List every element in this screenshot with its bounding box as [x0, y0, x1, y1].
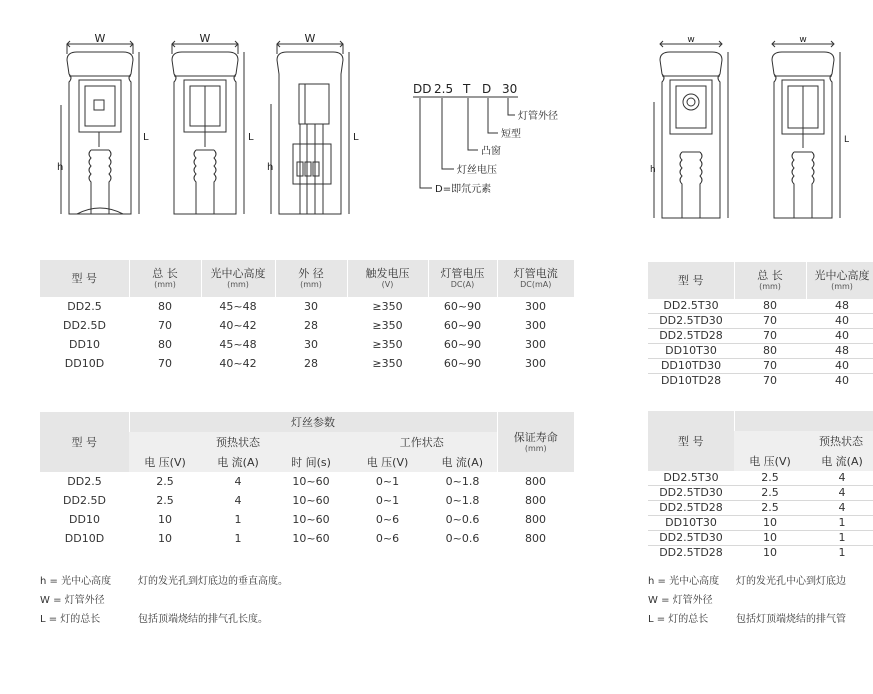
- height-dimension-label: h: [57, 162, 64, 173]
- table-row: DD2.5TD30 10 1: [648, 531, 873, 546]
- header-life: 保证寿命 (mm): [497, 412, 574, 472]
- lamp-drawing-4: [648, 32, 733, 232]
- code-label-voltage: 灯丝电压: [457, 165, 497, 176]
- code-label-deuterium: D=即氘元素: [435, 184, 492, 195]
- lamp-drawing-3: [265, 32, 360, 232]
- filament-table: [40, 412, 574, 548]
- table-row: DD10T30 10 1: [648, 516, 873, 531]
- code-part-voltage: 2.5: [434, 82, 454, 96]
- right-specs-table: [648, 262, 873, 388]
- header-preheat-voltage: 电 压(V): [129, 452, 201, 472]
- header-preheat-voltage: 电 压(V): [734, 451, 806, 471]
- header-preheat-current: 电 流(A): [201, 452, 275, 472]
- table-row: DD2.5TD28 70 40: [648, 329, 873, 344]
- table-row: DD2.5D 70 40~42 28 ≥350 60~90 300: [63, 319, 546, 332]
- height-dimension-label: h: [267, 162, 274, 173]
- header-model: 型 号: [648, 411, 734, 471]
- header-tube-voltage: 灯管电压 DC(A): [428, 260, 497, 297]
- table-row: DD2.5TD28 10 1: [648, 546, 873, 561]
- table-row: DD2.5TD30 2.5 4: [648, 486, 873, 501]
- code-part-short: D: [482, 82, 492, 96]
- table-row: DD2.5TD30 70 40: [648, 314, 873, 329]
- header-preheat-current: 电 流(A): [806, 451, 873, 471]
- right-filament-table-clip: [648, 411, 873, 571]
- width-dimension-label: w: [799, 35, 807, 45]
- table-row: DD2.5T30 2.5 4: [663, 471, 846, 484]
- header-center-height: 光中心高度 (mm): [201, 260, 275, 297]
- code-label-diameter: 灯管外径: [518, 111, 558, 122]
- header-length: 总 长 (mm): [129, 260, 201, 297]
- legend-item-l: L = 灯的总长 包括顶端烧结的排气孔长度。: [40, 614, 268, 625]
- width-dimension-label: W: [199, 32, 211, 45]
- table-row: DD10 80 45~48 30 ≥350 60~90 300: [69, 338, 546, 351]
- header-model: 型 号: [40, 412, 129, 472]
- length-dimension-label: L: [844, 135, 850, 145]
- table-row: DD10T30 80 48: [648, 344, 873, 359]
- code-label-short: 短型: [501, 129, 521, 140]
- table-row: DD2.5 80 45~48 30 ≥350 60~90 300: [67, 300, 546, 313]
- legend: [40, 572, 288, 629]
- lamp-drawing-5: [760, 32, 855, 232]
- header-tube-current: 灯管电流 DC(mA): [497, 260, 574, 297]
- header-center-height: 光中心高度 (mm): [806, 262, 873, 299]
- table-row: DD10 10 1 10~60 0~6 0~0.6 800: [69, 513, 546, 526]
- width-dimension-label: W: [94, 32, 106, 45]
- header-model: 型 号: [40, 260, 129, 297]
- right-specs-table-clip: [648, 262, 873, 402]
- width-dimension-label: w: [687, 35, 695, 45]
- code-part-diameter: 30: [502, 82, 518, 96]
- code-part-dd: DD: [413, 82, 432, 96]
- right-legend-clip: [648, 572, 873, 634]
- legend-item-h: h = 光中心高度 灯的发光孔中心到灯底边: [648, 576, 846, 587]
- legend-item-w: W = 灯管外径: [648, 595, 713, 606]
- code-part-window: T: [463, 82, 471, 96]
- header-model: 型 号: [648, 262, 734, 299]
- table-row: DD10D 70 40~42 28 ≥350 60~90 300: [64, 357, 546, 370]
- header-work-voltage: 电 压(V): [347, 452, 428, 472]
- table-row: DD10TD28 70 40: [648, 374, 873, 389]
- specs-table: [40, 260, 574, 373]
- lamp-drawing-2: [160, 32, 254, 232]
- table-row: DD10D 10 1 10~60 0~6 0~0.6 800: [64, 532, 546, 545]
- table-row: DD2.5T30 80 48: [663, 299, 849, 312]
- header-filament-params: 灯丝参数: [129, 412, 497, 432]
- legend-item-w: W = 灯管外径: [40, 595, 105, 606]
- width-dimension-label: W: [304, 32, 316, 45]
- header-trigger-voltage: 触发电压 (V): [347, 260, 428, 297]
- length-dimension-label: L: [248, 132, 254, 143]
- legend-item-h: h = 光中心高度 灯的发光孔到灯底边的垂直高度。: [40, 576, 288, 587]
- header-length: 总 长 (mm): [734, 262, 806, 299]
- table-row: DD2.5 2.5 4 10~60 0~1 0~1.8 800: [67, 475, 546, 488]
- right-filament-table: [648, 411, 873, 560]
- header-preheat: 预热状态: [734, 431, 873, 451]
- header-working: 工作状态: [347, 432, 497, 452]
- table-row: DD10TD30 70 40: [648, 359, 873, 374]
- code-label-window: 凸窗: [481, 146, 501, 157]
- table-row: DD2.5D 2.5 4 10~60 0~1 0~1.8 800: [63, 494, 546, 507]
- table-row: DD2.5TD28 2.5 4: [648, 501, 873, 516]
- header-work-current: 电 流(A): [428, 452, 497, 472]
- legend-item-l: L = 灯的总长 包括灯顶端烧结的排气管: [648, 614, 846, 625]
- header-preheat: 预热状态: [129, 432, 347, 452]
- header-diameter: 外 径 (mm): [275, 260, 347, 297]
- right-legend: [648, 572, 846, 629]
- lamp-drawing-1: [55, 32, 149, 232]
- height-dimension-label: h: [650, 165, 656, 175]
- lamp-drawing-5-clip: [760, 32, 873, 232]
- header-preheat-time: 时 间(s): [275, 452, 347, 472]
- model-code-diagram: [410, 78, 585, 208]
- length-dimension-label: L: [353, 132, 359, 143]
- length-dimension-label: L: [143, 132, 149, 143]
